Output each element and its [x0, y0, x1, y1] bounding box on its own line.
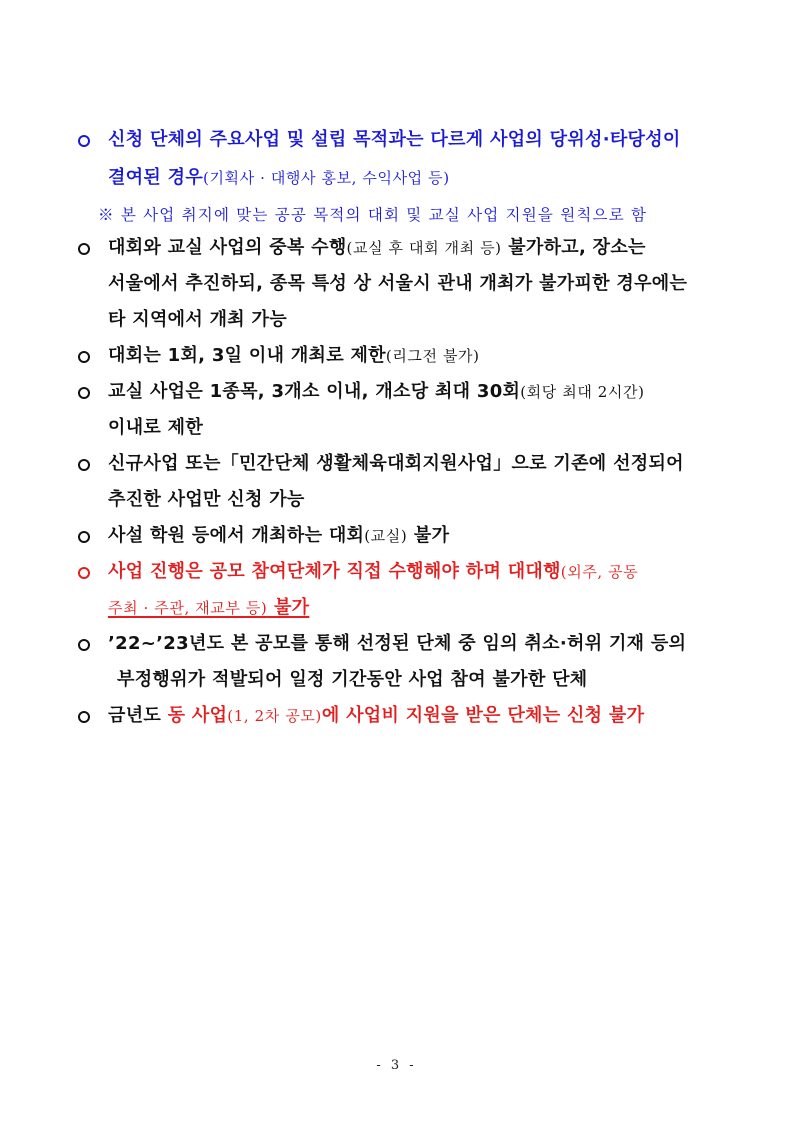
bullet-icon — [78, 243, 90, 255]
item-5-line-1: 신규사업 또는「민간단체 생활체육대회지원사업」으로 기존에 선정되어 — [108, 453, 684, 474]
bullet-icon — [78, 567, 90, 579]
item-2-line-3: 타 지역에서 개최 가능 — [108, 309, 287, 330]
item-8-line-2: 부정행위가 적발되어 일정 기간동안 사업 참여 불가한 단체 — [117, 669, 588, 690]
item-1-line-2: 결여된 경우(기획사 · 대행사 홍보, 수익사업 등) — [108, 167, 450, 188]
item-3-line-1: 대회는 1회, 3일 이내 개최로 제한(리그전 불가) — [108, 345, 480, 366]
item-6-line-1: 사설 학원 등에서 개최하는 대회(교실) 불가 — [108, 525, 450, 546]
item-1-note: ※ 본 사업 취지에 맞는 공공 목적의 대회 및 교실 사업 지원을 원칙으로 함 — [98, 206, 648, 224]
bullet-icon — [78, 711, 90, 723]
item-7-line-2: 주최 · 주관, 재교부 등) 불가 — [108, 597, 310, 618]
bullet-icon — [78, 135, 90, 147]
item-2-line-2: 서울에서 추진하되, 종목 특성 상 서울시 관내 개최가 불가피한 경우에는 — [108, 273, 688, 294]
bullet-icon — [78, 351, 90, 363]
item-7-line-1: 사업 진행은 공모 참여단체가 직접 수행해야 하며 대대행(외주, 공동 — [108, 561, 639, 582]
bullet-icon — [78, 459, 90, 471]
bullet-icon — [78, 531, 90, 543]
item-2-line-1: 대회와 교실 사업의 중복 수행(교실 후 대회 개최 등) 불가하고, 장소는 — [108, 237, 646, 258]
item-9-line-1: 금년도 동 사업(1, 2차 공모)에 사업비 지원을 받은 단체는 신청 불가 — [108, 705, 645, 726]
item-8-line-1: ’22~’23년도 본 공모를 통해 선정된 단체 중 임의 취소·허위 기재 등의 — [108, 633, 687, 654]
item-4-line-1: 교실 사업은 1종목, 3개소 이내, 개소당 최대 30회(회당 최대 2시간) — [108, 381, 645, 402]
item-1-line-1: 신청 단체의 주요사업 및 설립 목적과는 다르게 사업의 당위성·타당성이 — [108, 129, 681, 150]
page-number: - 3 - — [376, 1058, 417, 1073]
item-4-line-2: 이내로 제한 — [108, 417, 204, 438]
item-5-line-2: 추진한 사업만 신청 가능 — [108, 489, 305, 510]
bullet-icon — [78, 387, 90, 399]
bullet-icon — [78, 639, 90, 651]
